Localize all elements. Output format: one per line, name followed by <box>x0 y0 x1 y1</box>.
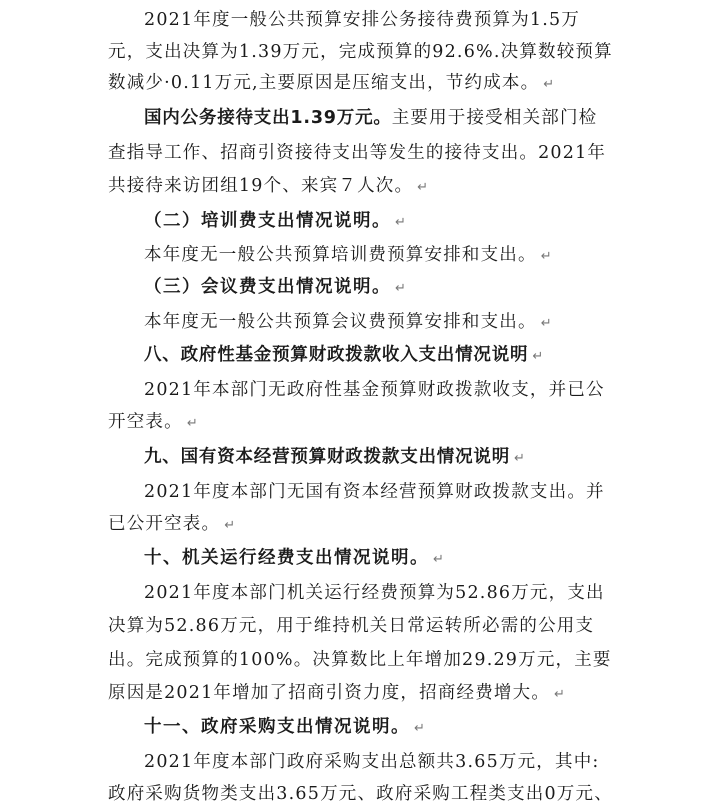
paragraph-mark: ↵ <box>417 180 430 195</box>
line-text: 2021年度本部门机关运行经费预算为52.86万元，支出 <box>144 583 605 603</box>
line-text: 决算为52.86万元，用于维持机关日常运转所必需的公用支 <box>108 616 595 636</box>
line-text: 出。完成预算的100%。决算数比上年增加29.29万元，主要 <box>108 650 612 670</box>
paragraph-mark: ↵ <box>433 552 446 567</box>
section-heading: 八、政府性基金预算财政拨款收入支出情况说明 <box>144 345 529 365</box>
line-text: 政府采购货物类支出3.65万元、政府采购工程类支出0万元、 <box>108 784 613 804</box>
text-line <box>0 174 712 200</box>
section-heading: 十、机关运行经费支出情况说明。 <box>144 548 429 568</box>
line-text: 数减少·0.11万元,主要原因是压缩支出，节约成本。 <box>108 73 540 93</box>
paragraph-mark: ↵ <box>395 215 408 230</box>
text-line <box>0 782 712 806</box>
line-text: 开空表。 <box>108 412 183 432</box>
text-line <box>0 243 712 269</box>
paragraph-mark: ↵ <box>514 451 527 466</box>
paragraph-mark: ↵ <box>540 249 553 264</box>
paragraph-mark: ↵ <box>395 281 408 296</box>
text-line <box>0 480 712 504</box>
heading-line <box>0 275 712 301</box>
heading-line <box>0 343 712 369</box>
line-text: 主要用于接受相关部门检 <box>391 108 598 128</box>
line-text: 原因是2021年增加了招商引资力度，招商经费增大。 <box>108 683 551 703</box>
line-text: 本年度无一般公共预算会议费预算安排和支出。 <box>144 312 537 332</box>
text-line <box>0 141 712 165</box>
paragraph-mark: ↵ <box>186 416 199 431</box>
heading-line <box>0 546 712 572</box>
line-text: 共接待来访团组19个、来宾７人次。 <box>108 176 414 196</box>
section-heading: （二）培训费支出情况说明。 <box>144 211 391 231</box>
section-heading: （三）会议费支出情况说明。 <box>144 277 391 297</box>
line-text-bold: 国内公务接待支出1.39万元。 <box>144 108 392 128</box>
line-text: 查指导工作、招商引资接待支出等发生的接待支出。2021年 <box>108 143 607 163</box>
text-line <box>0 614 712 638</box>
heading-line <box>0 445 712 471</box>
line-text: 2021年度本部门无国有资本经营预算财政拨款支出。并 <box>144 482 605 502</box>
line-text: 2021年本部门无政府性基金预算财政拨款收支，并已公 <box>144 380 605 400</box>
text-line <box>0 512 712 538</box>
section-heading: 九、国有资本经营预算财政拨款支出情况说明 <box>144 447 510 467</box>
text-line <box>0 681 712 707</box>
text-line <box>0 581 712 605</box>
text-line <box>0 8 712 32</box>
paragraph-mark: ↵ <box>540 316 553 331</box>
section-heading: 十一、政府采购支出情况说明。 <box>144 717 410 737</box>
paragraph-mark: ↵ <box>532 349 545 364</box>
paragraph-mark: ↵ <box>554 687 567 702</box>
text-line <box>0 648 712 672</box>
text-line <box>0 750 712 774</box>
paragraph-mark: ↵ <box>543 77 556 92</box>
heading-line <box>0 715 712 741</box>
heading-line <box>0 209 712 235</box>
text-line <box>0 106 712 130</box>
text-line <box>0 410 712 436</box>
line-text: 2021年度一般公共预算安排公务接待费预算为1.5万 <box>144 10 581 30</box>
line-text: 本年度无一般公共预算培训费预算安排和支出。 <box>144 245 537 265</box>
line-text: 元，支出决算为1.39万元，完成预算的92.6%.决算数较预算 <box>108 42 613 62</box>
paragraph-mark: ↵ <box>414 721 427 736</box>
text-line <box>0 378 712 402</box>
text-line <box>0 40 712 64</box>
paragraph-mark: ↵ <box>224 518 237 533</box>
line-text: 已公开空表。 <box>108 514 221 534</box>
text-line <box>0 71 712 97</box>
line-text: 2021年度本部门政府采购支出总额共3.65万元，其中: <box>144 752 600 772</box>
text-line <box>0 310 712 336</box>
